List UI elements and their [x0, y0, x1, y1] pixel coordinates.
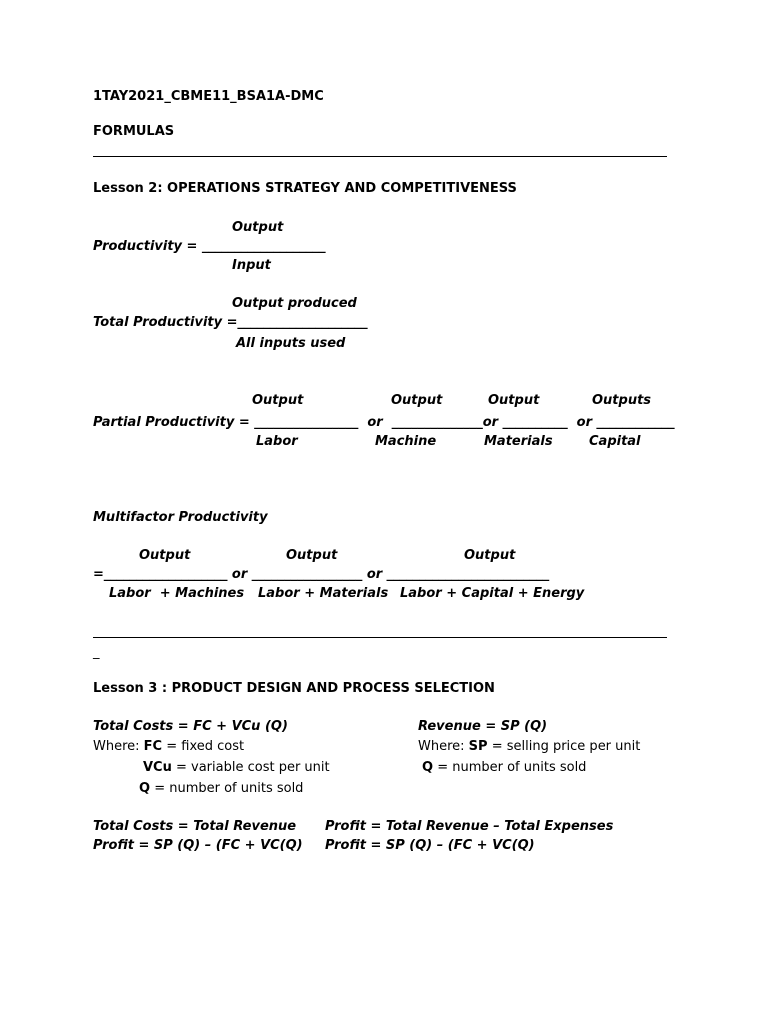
- vcu-definition: VCu = variable cost per unit: [143, 760, 330, 775]
- profit-definition: Profit = Total Revenue – Total Expenses: [325, 819, 614, 834]
- multifactor-formula: =___________________ or _________________ or _________________________: [93, 567, 550, 582]
- divider-middle: [93, 637, 667, 638]
- partial-numerator-4: Outputs: [592, 393, 652, 408]
- partial-denominator-1: Labor: [256, 434, 298, 449]
- revenue-where: Where: SP = selling price per unit: [418, 739, 641, 754]
- total-productivity-denominator: All inputs used: [236, 336, 346, 351]
- total-costs-where: Where: FC = fixed cost: [93, 739, 245, 754]
- break-even-condition: Total Costs = Total Revenue: [93, 819, 297, 834]
- partial-numerator-3: Output: [488, 393, 540, 408]
- total-costs-formula: Total Costs = FC + VCu (Q): [93, 719, 288, 734]
- multifactor-numerator-1: Output: [139, 548, 191, 563]
- partial-numerator-1: Output: [252, 393, 304, 408]
- productivity-numerator: Output: [232, 220, 284, 235]
- document-code: 1TAY2021_CBME11_BSA1A-DMC: [93, 89, 324, 104]
- total-productivity-numerator: Output produced: [232, 296, 357, 311]
- partial-denominator-2: Machine: [375, 434, 437, 449]
- multifactor-denominator-1: Labor + Machines: [109, 586, 245, 601]
- partial-productivity-formula: Partial Productivity = ________________ or ______________or __________ or ____________: [93, 415, 675, 430]
- revenue-formula: Revenue = SP (Q): [418, 719, 548, 734]
- divider-top: [93, 156, 667, 157]
- lesson3-heading: Lesson 3 : PRODUCT DESIGN AND PROCESS SELECTION: [93, 681, 495, 696]
- partial-denominator-4: Capital: [589, 434, 641, 449]
- multifactor-denominator-2: Labor + Materials: [258, 586, 389, 601]
- productivity-denominator: Input: [232, 258, 271, 273]
- profit-formula-right: Profit = SP (Q) – (FC + VC(Q): [325, 838, 535, 853]
- partial-numerator-2: Output: [391, 393, 443, 408]
- q-definition-right: Q = number of units sold: [422, 760, 587, 775]
- lesson2-heading: Lesson 2: OPERATIONS STRATEGY AND COMPETITIVENESS: [93, 181, 517, 196]
- document-title: FORMULAS: [93, 124, 175, 139]
- total-productivity-formula: Total Productivity =____________________: [93, 315, 368, 330]
- multifactor-numerator-2: Output: [286, 548, 338, 563]
- multifactor-numerator-3: Output: [464, 548, 516, 563]
- profit-formula-left: Profit = SP (Q) – (FC + VC(Q): [93, 838, 303, 853]
- partial-denominator-3: Materials: [484, 434, 553, 449]
- q-definition-left: Q = number of units sold: [139, 781, 304, 796]
- multifactor-heading: Multifactor Productivity: [93, 510, 268, 525]
- divider-tail: _: [93, 645, 100, 660]
- productivity-formula: Productivity = ___________________: [93, 239, 326, 254]
- multifactor-denominator-3: Labor + Capital + Energy: [400, 586, 585, 601]
